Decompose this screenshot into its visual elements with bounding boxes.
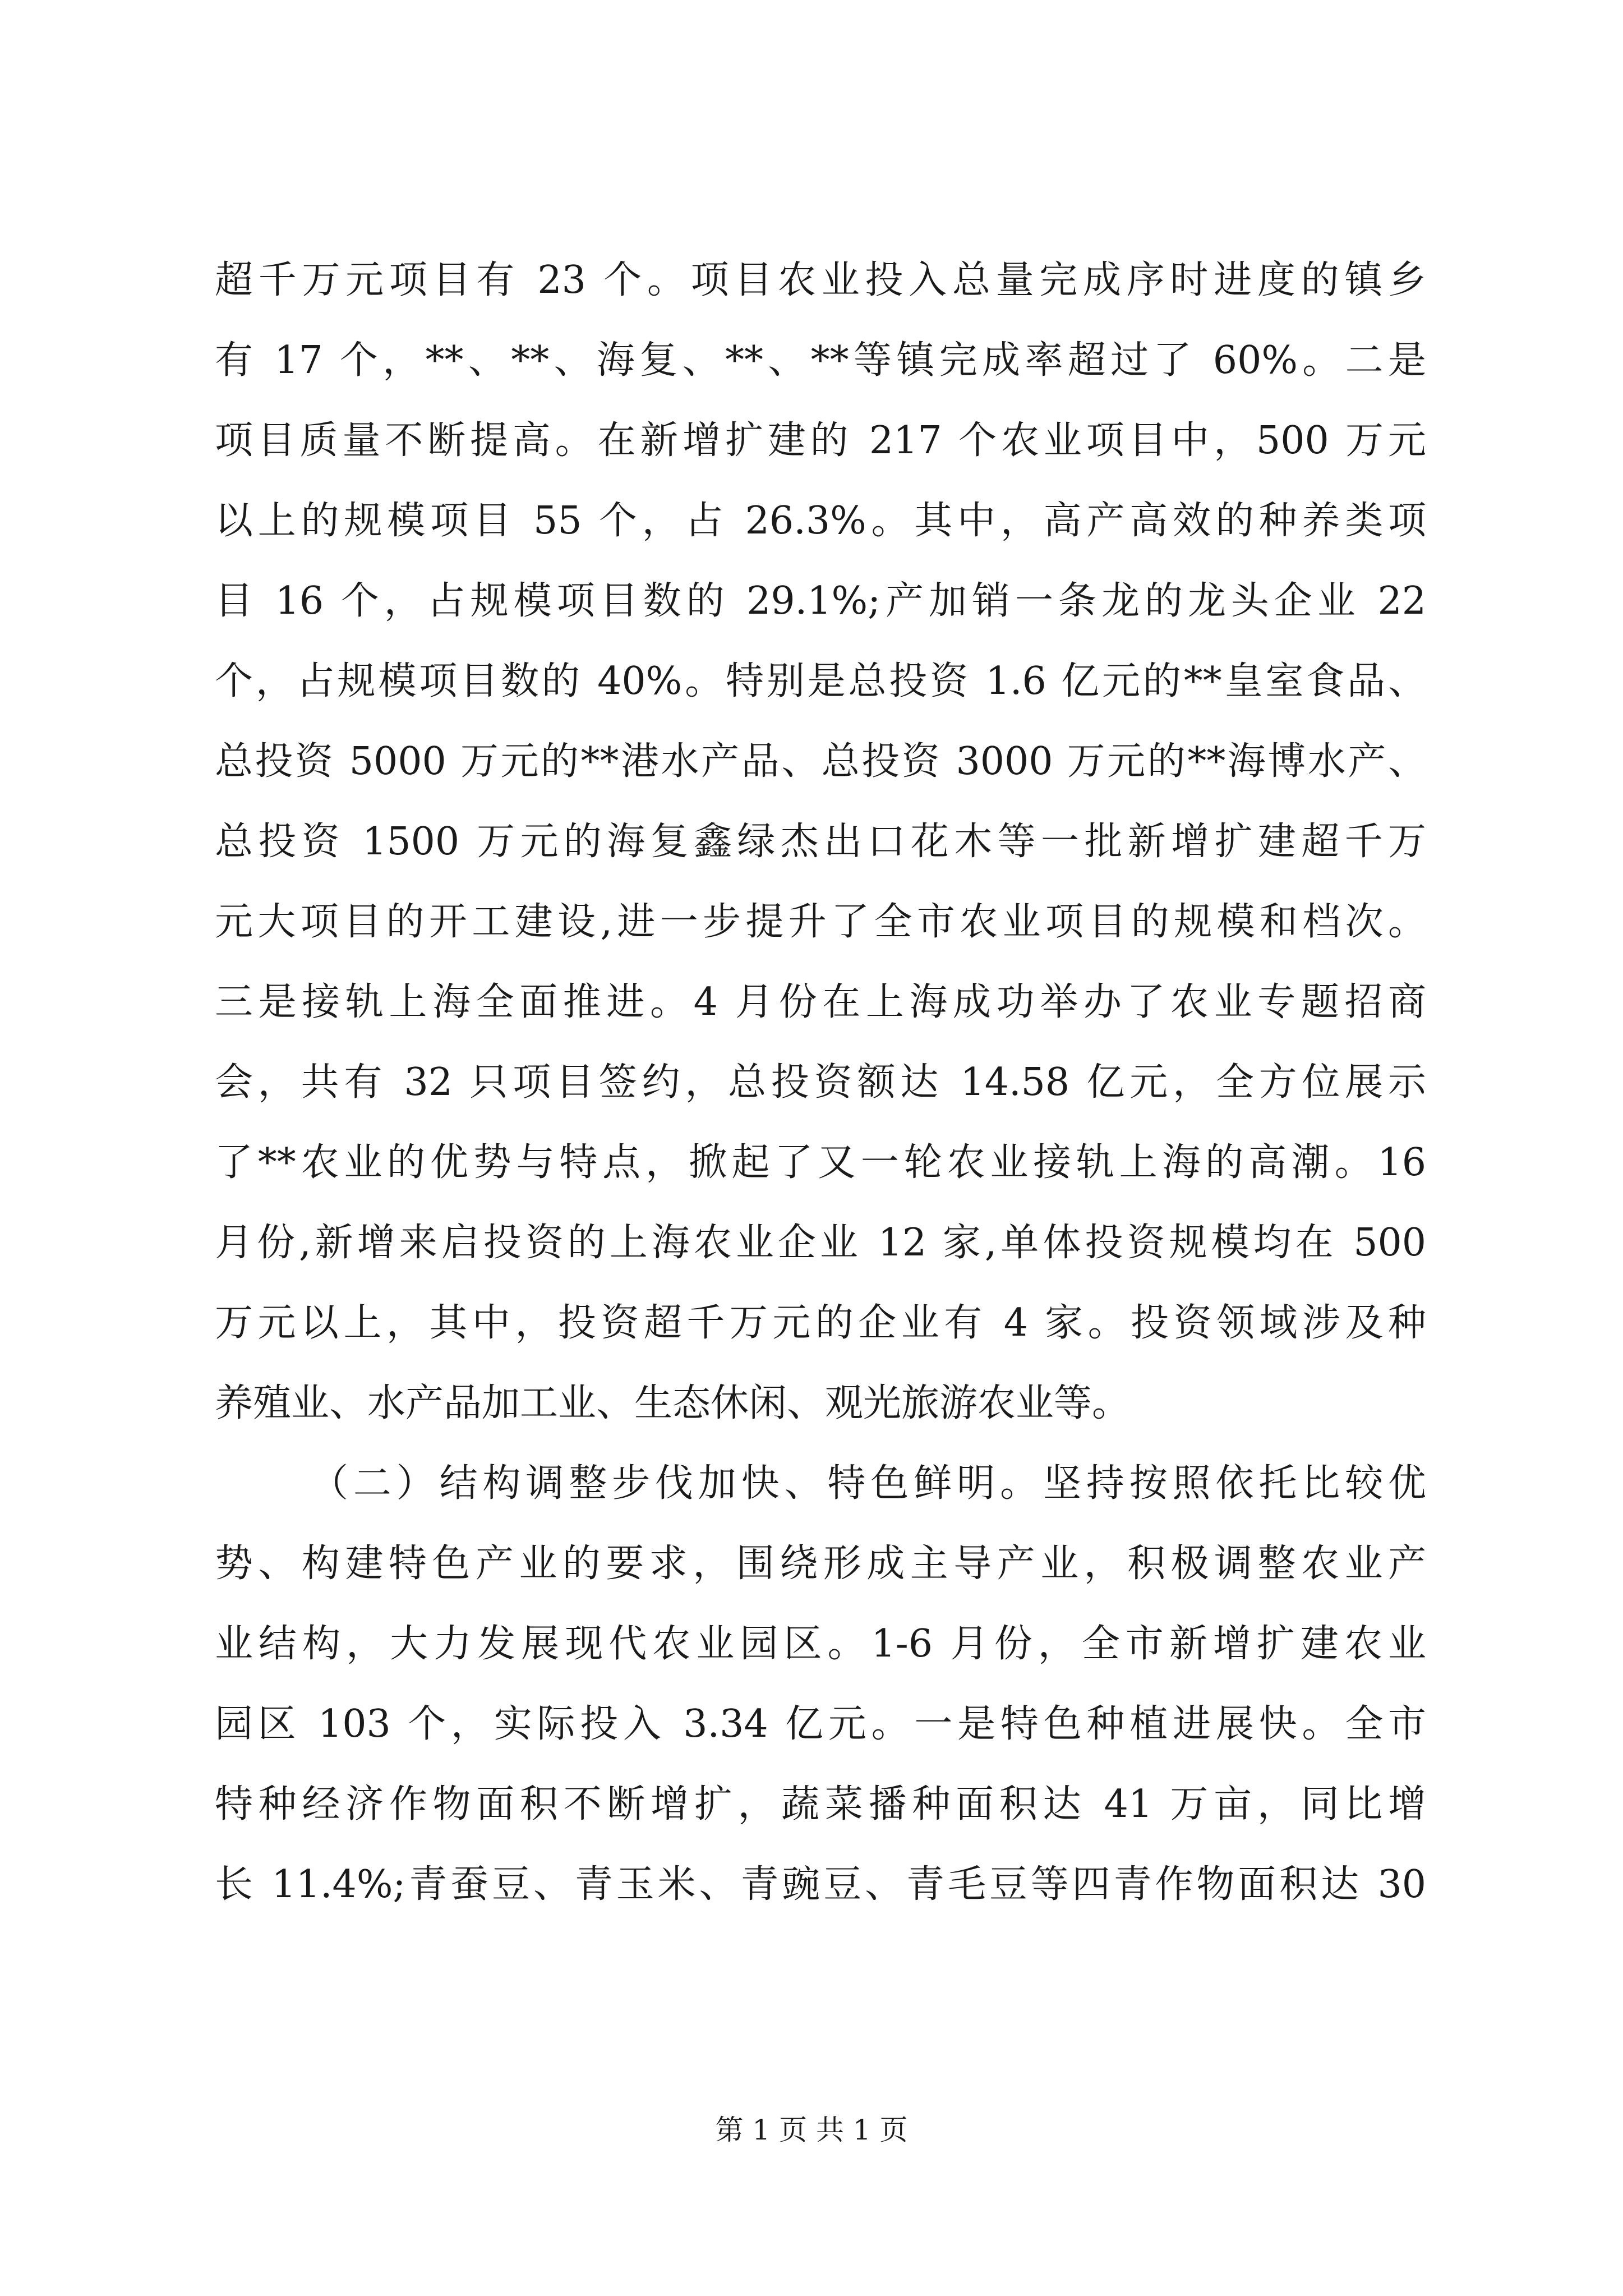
text-line: 总投资 5000 万元的**港水产品、总投资 3000 万元的**海博水产、 bbox=[215, 739, 1426, 784]
text-line: 个，占规模项目数的 40%。特别是总投资 1.6 亿元的**皇室食品、 bbox=[215, 659, 1426, 703]
text-line: 长 11.4%;青蚕豆、青玉米、青豌豆、青毛豆等四青作物面积达 30 bbox=[215, 1862, 1426, 1907]
text-line: 业结构，大力发展现代农业园区。1-6 月份，全市新增扩建农业 bbox=[215, 1622, 1426, 1666]
page-footer: 第 1 页 共 1 页 bbox=[715, 2114, 908, 2146]
section-heading-line: （二）结构调整步伐加快、特色鲜明。坚持按照依托比较优 bbox=[310, 1461, 1426, 1506]
text-line: 三是接轨上海全面推进。4 月份在上海成功举办了农业专题招商 bbox=[215, 980, 1426, 1024]
text-line: 月份,新增来启投资的上海农业企业 12 家,单体投资规模均在 500 bbox=[215, 1221, 1426, 1265]
text-line: 养殖业、水产品加工业、生态休闲、观光旅游农业等。 bbox=[215, 1381, 1131, 1425]
text-line: 以上的规模项目 55 个，占 26.3%。其中，高产高效的种养类项 bbox=[215, 499, 1426, 543]
text-line: 有 17 个，**、**、海复、**、**等镇完成率超过了 60%。二是 bbox=[215, 338, 1426, 383]
text-line: 特种经济作物面积不断增扩，蔬菜播种面积达 41 万亩，同比增 bbox=[215, 1782, 1426, 1826]
text-line: 了**农业的优势与特点，掀起了又一轮农业接轨上海的高潮。16 bbox=[215, 1140, 1426, 1185]
text-line: 会，共有 32 只项目签约，总投资额达 14.58 亿元，全方位展示 bbox=[215, 1060, 1426, 1105]
text-line: 园区 103 个，实际投入 3.34 亿元。一是特色种植进展快。全市 bbox=[215, 1702, 1426, 1746]
text-line: 万元以上，其中，投资超千万元的企业有 4 家。投资领域涉及种 bbox=[215, 1301, 1426, 1345]
text-line: 项目质量不断提高。在新增扩建的 217 个农业项目中，500 万元 bbox=[215, 418, 1426, 463]
text-line: 势、构建特色产业的要求，围绕形成主导产业，积极调整农业产 bbox=[215, 1542, 1426, 1586]
text-line: 元大项目的开工建设,进一步提升了全市农业项目的规模和档次。 bbox=[215, 900, 1426, 944]
text-line: 总投资 1500 万元的海复鑫绿杰出口花木等一批新增扩建超千万 bbox=[215, 820, 1426, 864]
text-line: 目 16 个，占规模项目数的 29.1%;产加销一条龙的龙头企业 22 bbox=[215, 579, 1426, 623]
text-line: 超千万元项目有 23 个。项目农业投入总量完成序时进度的镇乡 bbox=[215, 258, 1426, 302]
